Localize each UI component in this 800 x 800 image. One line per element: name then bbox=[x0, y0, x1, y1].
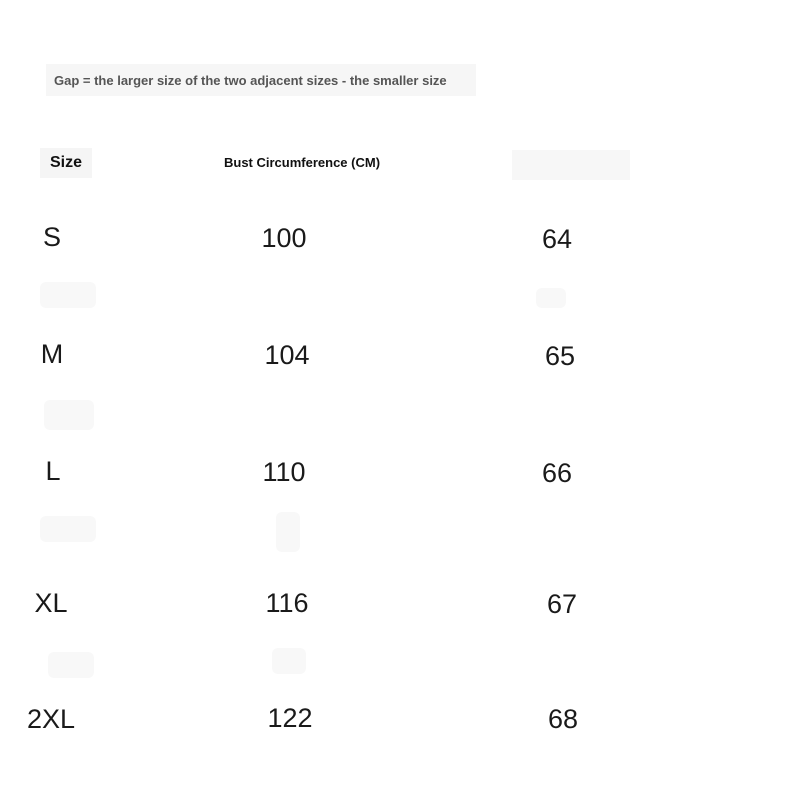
value-cell: 64 bbox=[541, 224, 573, 254]
value-cell: 66 bbox=[541, 458, 573, 488]
third-column-header bbox=[512, 150, 630, 180]
bust-column-header: Bust Circumference (CM) bbox=[224, 155, 381, 170]
size-cell: S bbox=[42, 222, 62, 252]
bust-cell: 110 bbox=[262, 457, 306, 487]
gap-note: Gap = the larger size of the two adjacent sizes - the smaller size bbox=[46, 64, 476, 96]
faded-mark bbox=[536, 288, 566, 308]
bust-cell: 104 bbox=[264, 340, 310, 370]
size-column-header: Size bbox=[40, 148, 92, 178]
bust-cell: 100 bbox=[261, 223, 307, 253]
bust-cell: 122 bbox=[267, 703, 313, 733]
size-cell: 2XL bbox=[26, 704, 76, 734]
size-cell: XL bbox=[34, 588, 68, 618]
value-cell: 67 bbox=[546, 589, 578, 619]
faded-mark bbox=[48, 652, 94, 678]
size-cell: M bbox=[40, 339, 64, 369]
faded-mark bbox=[40, 516, 96, 542]
faded-mark bbox=[40, 282, 96, 308]
value-cell: 68 bbox=[547, 704, 579, 734]
value-cell: 65 bbox=[544, 341, 576, 371]
faded-mark bbox=[44, 400, 94, 430]
size-cell: L bbox=[45, 456, 61, 486]
faded-mark bbox=[276, 512, 300, 552]
faded-mark bbox=[272, 648, 306, 674]
bust-cell: 116 bbox=[265, 588, 309, 618]
